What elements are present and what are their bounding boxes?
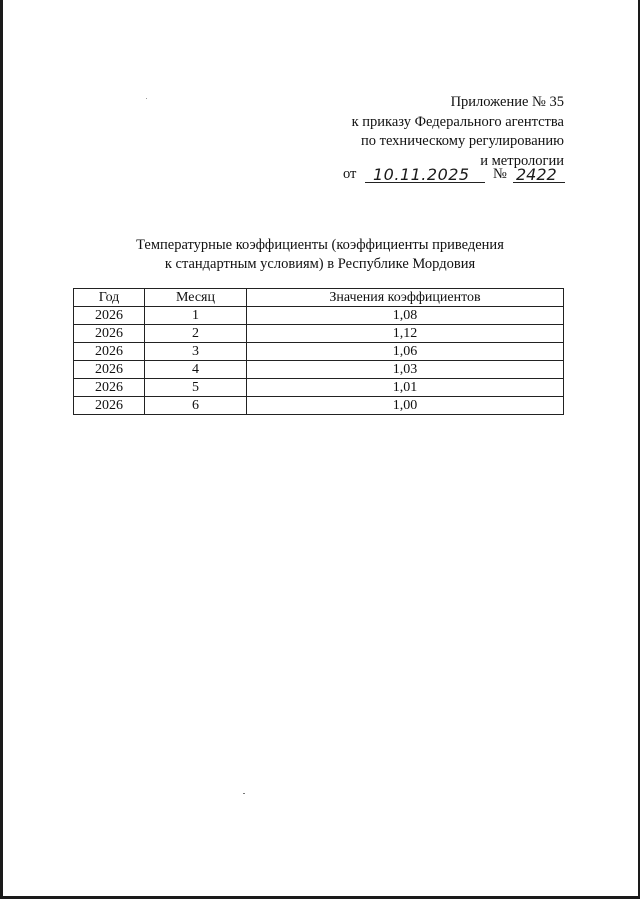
appendix-header [264,93,564,171]
order-number-handwritten: 2422 [513,165,565,183]
column-header-year: Год [74,289,145,307]
page-border-left [0,0,3,899]
table-row [74,307,564,325]
order-date-handwritten: 10.11.2025 [365,165,485,183]
document-title [0,236,640,274]
coefficients-table [73,288,564,415]
appendix-order-ref: к приказу Федерального агентства [351,113,564,130]
table-row [74,397,564,415]
cell-month: 2 [145,325,247,343]
scan-speck [146,98,147,99]
appendix-number: Приложение № 35 [450,94,564,110]
document-title-line-1: Температурные коэффициенты (коэффициенты приведения [136,237,504,253]
cell-value: 1,08 [247,307,564,325]
cell-month: 5 [145,379,247,397]
cell-year: 2026 [74,379,145,397]
scan-speck [243,793,245,794]
cell-year: 2026 [74,307,145,325]
cell-month: 1 [145,307,247,325]
cell-month: 6 [145,397,247,415]
order-from-label: от [343,166,357,182]
appendix-agency: по техническому регулированию [360,133,564,149]
cell-month: 3 [145,343,247,361]
table-row [74,325,564,343]
cell-value: 1,01 [247,379,564,397]
cell-value: 1,00 [247,397,564,415]
table-row [74,361,564,379]
table-header-row [74,289,564,307]
cell-year: 2026 [74,397,145,415]
column-header-month: Месяц [145,289,247,307]
table-row [74,343,564,361]
column-header-values: Значения коэффициентов [247,289,564,307]
order-number-label: № [493,166,507,182]
table-row [74,379,564,397]
cell-year: 2026 [74,343,145,361]
document-title-line-2: к стандартным условиям) в Республике Мордовия [164,256,476,272]
cell-month: 4 [145,361,247,379]
appendix-agency-cont: и метрологии [480,152,564,169]
cell-value: 1,06 [247,343,564,361]
cell-year: 2026 [74,325,145,343]
order-date-number-line [343,165,565,187]
cell-value: 1,03 [247,361,564,379]
cell-value: 1,12 [247,325,564,343]
cell-year: 2026 [74,361,145,379]
